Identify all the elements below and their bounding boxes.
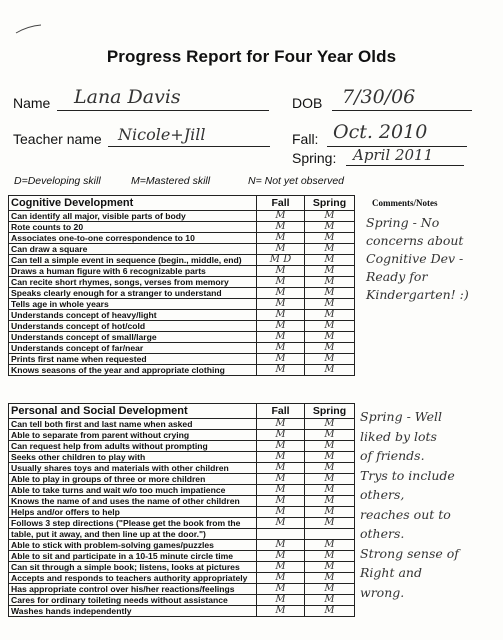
social-title: Personal and Social Development: [9, 404, 257, 419]
skill-cell: Accepts and responds to teachers authority appropriately: [9, 573, 257, 584]
skill-cell: Can sit through a simple book; listens, looks at pictures: [9, 562, 257, 573]
fall-column-header: Fall: [257, 404, 305, 419]
skill-cell: Able to separate from parent without crying: [9, 430, 257, 441]
spring-mark: M: [305, 551, 355, 562]
note-line: of friends.: [360, 448, 425, 463]
fall-mark: M: [257, 551, 305, 562]
table-row: [9, 211, 355, 222]
spring-mark: M: [305, 299, 355, 310]
table-row: [9, 518, 355, 529]
fall-mark: M: [257, 277, 305, 288]
fall-mark: [257, 529, 305, 540]
fall-mark: M: [257, 562, 305, 573]
table-row: [9, 255, 355, 266]
spring-mark: M: [305, 255, 355, 266]
fall-label: Fall:: [292, 131, 319, 147]
skill-cell: Follows 3 step directions ("Please get the book from the: [9, 518, 257, 529]
skill-cell: Able to sit and participate in a 10-15 minute circle time: [9, 551, 257, 562]
teacher-value: Nicole+Jill: [118, 125, 206, 144]
spring-mark: M: [305, 463, 355, 474]
cognitive-title: Cognitive Development: [9, 196, 257, 211]
table-row: [9, 441, 355, 452]
table-row: [9, 430, 355, 441]
cognitive-table: [8, 195, 355, 376]
note-line: Strong sense of: [360, 545, 459, 561]
skill-cell: Can tell a simple event in sequence (begin., middle, end): [9, 255, 257, 266]
fall-mark: M: [257, 584, 305, 595]
name-value: Lana Davis: [74, 86, 181, 108]
skill-cell: table, put it away, and then line up at the door."): [9, 529, 257, 540]
spring-mark: M: [305, 310, 355, 321]
fall-mark: M: [257, 266, 305, 277]
fall-mark: M: [257, 441, 305, 452]
note-line: Cognitive Dev -: [366, 251, 464, 266]
spring-mark: M: [305, 595, 355, 606]
fall-mark: M: [257, 452, 305, 463]
skill-cell: Understands concept of heavy/light: [9, 310, 257, 321]
fall-mark: M: [257, 299, 305, 310]
table-row: [9, 507, 355, 518]
skill-cell: Knows the name of and uses the name of other children: [9, 496, 257, 507]
skill-cell: Understands concept of hot/cold: [9, 321, 257, 332]
skill-cell: Able to take turns and wait w/o too much impatience: [9, 485, 257, 496]
table-row: [9, 584, 355, 595]
fall-mark: M: [257, 518, 305, 529]
fall-value: Oct. 2010: [333, 121, 428, 143]
table-row: [9, 310, 355, 321]
spring-column-header: Spring: [305, 404, 355, 419]
skill-cell: Can identify all major, visible parts of body: [9, 211, 257, 222]
spring-mark: M: [305, 321, 355, 332]
spring-mark: M: [305, 507, 355, 518]
spring-mark: M: [305, 365, 355, 376]
skill-cell: Can recite short rhymes, songs, verses from memory: [9, 277, 257, 288]
spring-mark: M: [305, 452, 355, 463]
note-line: others,: [360, 487, 405, 502]
note-line: Trys to include: [360, 467, 455, 483]
note-line: Right and: [360, 565, 422, 580]
legend-mastered: M=Mastered skill: [131, 175, 211, 187]
legend-developing: D=Developing skill: [14, 175, 101, 187]
skill-cell: Prints first name when requested: [9, 354, 257, 365]
table-row: [9, 595, 355, 606]
fall-mark: M: [257, 222, 305, 233]
skill-cell: Tells age in whole years: [9, 299, 257, 310]
spring-mark: M: [305, 288, 355, 299]
skill-cell: Understands concept of small/large: [9, 332, 257, 343]
spring-mark: M: [305, 496, 355, 507]
skill-cell: Washes hands independently: [9, 606, 257, 617]
spring-mark: M: [305, 430, 355, 441]
skill-cell: Cares for ordinary toileting needs without assistance: [9, 595, 257, 606]
fall-mark: M: [257, 310, 305, 321]
table-row: [9, 233, 355, 244]
cognitive-header-row: [9, 196, 355, 211]
fall-mark: M D: [257, 255, 305, 266]
spring-mark: M: [305, 266, 355, 277]
note-line: Kindergarten! :): [366, 287, 469, 302]
fall-mark: M: [257, 595, 305, 606]
fall-mark: M: [257, 343, 305, 354]
skill-cell: Knows seasons of the year and appropriate clothing: [9, 365, 257, 376]
legend-not-observed: N= Not yet observed: [248, 175, 345, 187]
fall-mark: M: [257, 288, 305, 299]
note-line: Spring - No: [366, 215, 440, 230]
note-line: Spring - Well: [360, 409, 442, 424]
table-row: [9, 419, 355, 430]
spring-mark: M: [305, 518, 355, 529]
comments-header: Comments/Notes: [372, 198, 438, 208]
table-row: [9, 485, 355, 496]
spring-mark: M: [305, 584, 355, 595]
fall-mark: M: [257, 485, 305, 496]
fall-mark: M: [257, 332, 305, 343]
fall-mark: M: [257, 430, 305, 441]
table-row: [9, 299, 355, 310]
spring-mark: M: [305, 211, 355, 222]
skill-cell: Associates one-to-one correspondence to 10: [9, 233, 257, 244]
table-row: [9, 452, 355, 463]
skill-cell: Understands concept of far/near: [9, 343, 257, 354]
note-line: concerns about: [366, 233, 464, 248]
dob-value: 7/30/06: [342, 86, 416, 108]
skill-cell: Seeks other children to play with: [9, 452, 257, 463]
spring-mark: [305, 529, 355, 540]
spring-mark: M: [305, 573, 355, 584]
fall-mark: M: [257, 321, 305, 332]
spring-underline: [346, 165, 464, 166]
table-row: [9, 354, 355, 365]
spring-mark: M: [305, 343, 355, 354]
table-row: [9, 332, 355, 343]
spring-value: April 2011: [353, 146, 434, 164]
fall-mark: M: [257, 474, 305, 485]
spring-mark: M: [305, 419, 355, 430]
fall-mark: M: [257, 606, 305, 617]
table-row: [9, 222, 355, 233]
table-row: [9, 573, 355, 584]
fall-mark: M: [257, 244, 305, 255]
table-row: [9, 343, 355, 354]
teacher-label: Teacher name: [13, 131, 102, 147]
spring-mark: M: [305, 562, 355, 573]
fall-mark: M: [257, 211, 305, 222]
note-line: wrong.: [360, 584, 405, 600]
skill-cell: Helps and/or offers to help: [9, 507, 257, 518]
spring-mark: M: [305, 441, 355, 452]
table-row: [9, 562, 355, 573]
fall-mark: M: [257, 233, 305, 244]
table-row: [9, 277, 355, 288]
table-row: [9, 540, 355, 551]
table-row: [9, 321, 355, 332]
spring-mark: M: [305, 474, 355, 485]
spring-mark: M: [305, 606, 355, 617]
fall-mark: M: [257, 419, 305, 430]
name-label: Name: [13, 95, 51, 111]
table-row: [9, 496, 355, 507]
spring-mark: M: [305, 540, 355, 551]
fall-column-header: Fall: [257, 196, 305, 211]
note-line: others.: [360, 526, 405, 541]
table-row: [9, 244, 355, 255]
table-row: [9, 266, 355, 277]
dob-underline: [332, 110, 472, 111]
table-row: [9, 365, 355, 376]
table-row: [9, 463, 355, 474]
spring-mark: M: [305, 277, 355, 288]
table-row: [9, 474, 355, 485]
skill-cell: Rote counts to 20: [9, 222, 257, 233]
skill-cell: Can request help from adults without prompting: [9, 441, 257, 452]
name-underline: [57, 110, 269, 111]
spring-mark: M: [305, 222, 355, 233]
fall-mark: M: [257, 507, 305, 518]
social-header-row: [9, 404, 355, 419]
fall-mark: M: [257, 573, 305, 584]
report-title: Progress Report for Four Year Olds: [106, 47, 397, 66]
teacher-underline: [108, 146, 270, 147]
fall-mark: M: [257, 463, 305, 474]
note-line: liked by lots: [360, 428, 437, 444]
table-row: [9, 529, 355, 540]
spring-mark: M: [305, 354, 355, 365]
dob-label: DOB: [292, 95, 323, 111]
spring-label: Spring:: [292, 150, 337, 166]
skill-cell: Speaks clearly enough for a stranger to understand: [9, 288, 257, 299]
fall-mark: M: [257, 496, 305, 507]
social-table: [8, 403, 355, 617]
table-row: [9, 551, 355, 562]
spring-mark: M: [305, 485, 355, 496]
skill-cell: Can draw a square: [9, 244, 257, 255]
fall-mark: M: [257, 540, 305, 551]
table-row: [9, 606, 355, 617]
table-row: [9, 288, 355, 299]
skill-cell: Can tell both first and last name when asked: [9, 419, 257, 430]
skill-cell: Able to play in groups of three or more children: [9, 474, 257, 485]
skill-cell: Draws a human figure with 6 recognizable parts: [9, 266, 257, 277]
spring-mark: M: [305, 233, 355, 244]
spring-column-header: Spring: [305, 196, 355, 211]
note-line: reaches out to: [360, 506, 451, 522]
spring-mark: M: [305, 332, 355, 343]
fall-mark: M: [257, 354, 305, 365]
skill-cell: Usually shares toys and materials with other children: [9, 463, 257, 474]
pen-mark: [14, 22, 44, 36]
spring-mark: M: [305, 244, 355, 255]
fall-mark: M: [257, 365, 305, 376]
note-line: Ready for: [366, 269, 428, 284]
skill-cell: Able to stick with problem-solving games/puzzles: [9, 540, 257, 551]
skill-cell: Has appropriate control over his/her reactions/feelings: [9, 584, 257, 595]
